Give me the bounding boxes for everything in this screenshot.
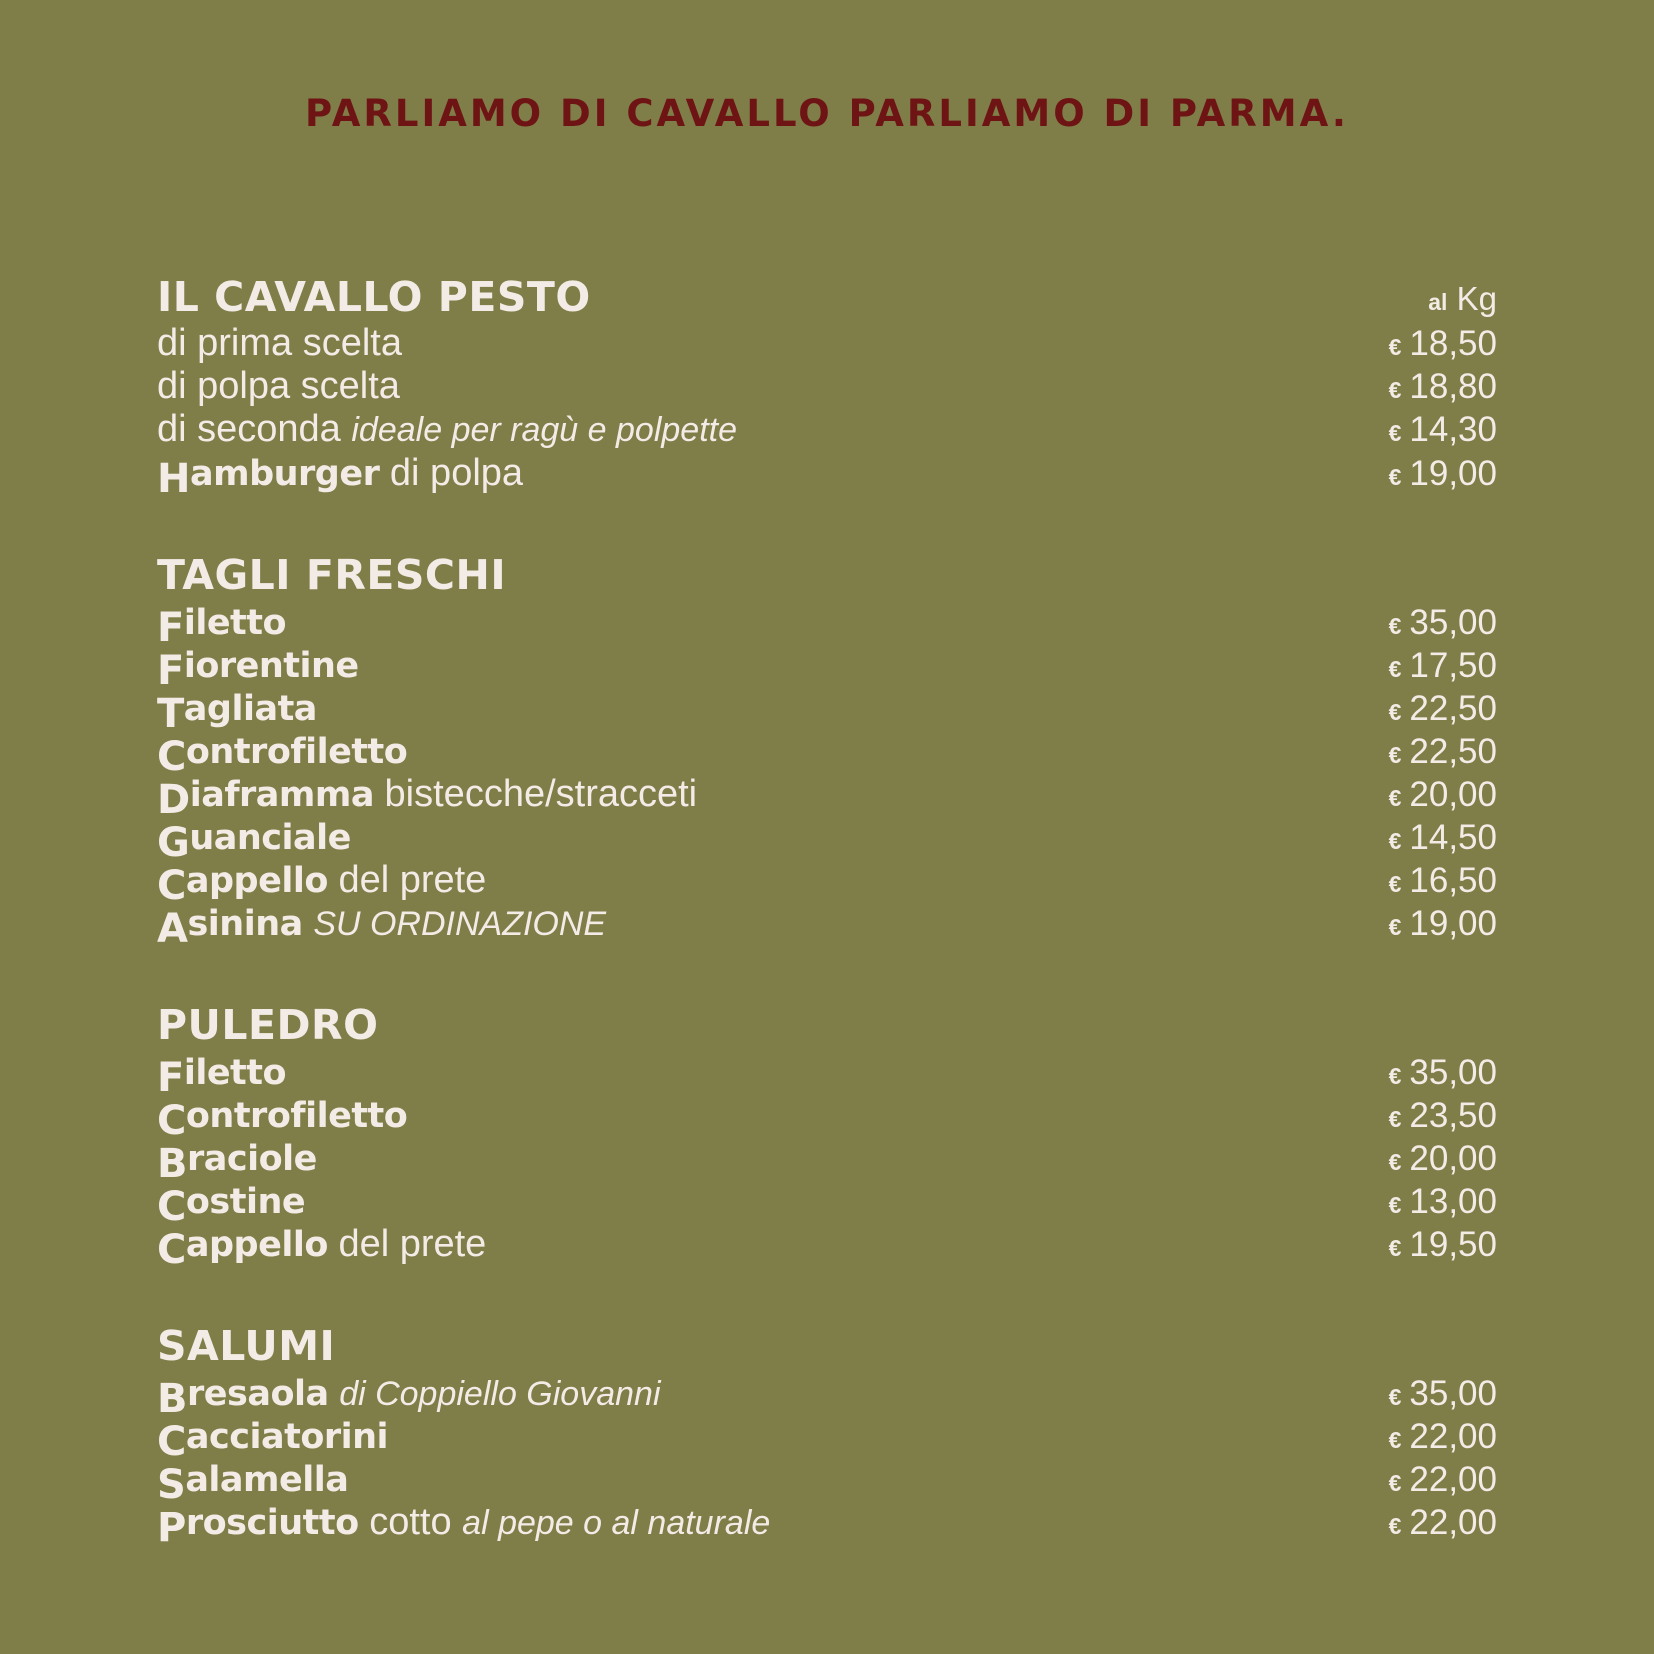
item-price bbox=[1389, 687, 1497, 734]
item-price bbox=[1389, 365, 1497, 412]
item-name bbox=[157, 1179, 306, 1230]
price-value: 35,00 bbox=[1409, 1053, 1497, 1092]
unit-prefix: al bbox=[1428, 289, 1448, 315]
item-name bbox=[157, 1222, 487, 1273]
item-initial: F bbox=[157, 1055, 184, 1101]
menu-item bbox=[157, 858, 1497, 909]
price-value: 23,50 bbox=[1409, 1096, 1497, 1135]
euro-sign: € bbox=[1388, 785, 1402, 811]
price-value: 22,00 bbox=[1409, 1503, 1497, 1542]
euro-sign: € bbox=[1388, 1513, 1402, 1539]
item-name-bold: iorentine bbox=[183, 646, 359, 686]
menu-item bbox=[157, 901, 1497, 952]
item-initial: H bbox=[157, 456, 190, 502]
section-title: IL CAVALLO PESTO bbox=[157, 273, 591, 321]
item-name bbox=[157, 858, 487, 909]
section-header bbox=[157, 992, 1497, 1050]
price-value: 20,00 bbox=[1409, 1139, 1497, 1178]
item-price bbox=[1389, 1223, 1497, 1270]
item-price bbox=[1389, 408, 1497, 455]
price-value: 16,50 bbox=[1409, 861, 1497, 900]
price-value: 19,50 bbox=[1409, 1225, 1497, 1264]
item-name-bold: rosciutto bbox=[185, 1503, 359, 1543]
price-value: 22,50 bbox=[1409, 732, 1497, 771]
item-initial: A bbox=[157, 906, 188, 952]
euro-sign: € bbox=[1388, 828, 1402, 854]
item-detail: di prima scelta bbox=[157, 322, 402, 364]
price-value: 14,30 bbox=[1409, 410, 1497, 449]
item-price bbox=[1389, 1415, 1497, 1462]
item-price bbox=[1389, 452, 1497, 499]
item-price bbox=[1389, 859, 1497, 906]
page-headline: PARLIAMO DI CAVALLO PARLIAMO DI PARMA. bbox=[305, 92, 1349, 135]
menu-item bbox=[157, 322, 1497, 365]
item-name-bold: amburger bbox=[189, 454, 380, 494]
price-value: 17,50 bbox=[1409, 646, 1497, 685]
item-name-bold: iaframma bbox=[189, 775, 374, 815]
item-initial: C bbox=[157, 1184, 186, 1230]
item-name-bold: ontrofiletto bbox=[185, 732, 408, 772]
price-value: 13,00 bbox=[1409, 1182, 1497, 1221]
item-detail: cotto bbox=[369, 1501, 452, 1543]
price-list bbox=[157, 264, 1497, 1591]
item-name-bold: ontrofiletto bbox=[185, 1096, 408, 1136]
item-name-bold: uanciale bbox=[189, 818, 351, 858]
section-header bbox=[157, 1313, 1497, 1371]
item-price bbox=[1389, 1458, 1497, 1505]
euro-sign: € bbox=[1388, 699, 1402, 725]
price-value: 22,00 bbox=[1409, 1417, 1497, 1456]
menu-section bbox=[157, 542, 1497, 952]
item-name bbox=[157, 772, 698, 823]
menu-item bbox=[157, 729, 1497, 780]
euro-sign: € bbox=[1388, 1063, 1402, 1089]
item-detail: di polpa scelta bbox=[157, 365, 400, 407]
item-name bbox=[157, 1500, 771, 1551]
menu-item bbox=[157, 600, 1497, 651]
item-detail: del prete bbox=[338, 1223, 487, 1265]
euro-sign: € bbox=[1388, 334, 1402, 360]
item-note: al pepe o al naturale bbox=[462, 1504, 771, 1542]
item-name bbox=[157, 643, 359, 694]
item-detail: del prete bbox=[338, 859, 487, 901]
item-initial: C bbox=[157, 863, 186, 909]
item-price bbox=[1389, 1180, 1497, 1227]
euro-sign: € bbox=[1388, 1235, 1402, 1261]
item-price bbox=[1389, 1501, 1497, 1548]
item-name bbox=[157, 322, 402, 365]
euro-sign: € bbox=[1388, 613, 1402, 639]
menu-item bbox=[157, 365, 1497, 408]
item-name bbox=[157, 365, 400, 408]
menu-item bbox=[157, 815, 1497, 866]
menu-item bbox=[157, 1414, 1497, 1465]
item-name bbox=[157, 1050, 287, 1101]
unit-label bbox=[1428, 279, 1497, 322]
section-title: PULEDRO bbox=[157, 1001, 379, 1049]
item-price bbox=[1389, 1051, 1497, 1098]
price-value: 18,50 bbox=[1409, 324, 1497, 363]
item-note: ideale per ragù e polpette bbox=[351, 411, 737, 449]
item-price bbox=[1389, 902, 1497, 949]
euro-sign: € bbox=[1388, 420, 1402, 446]
item-initial: P bbox=[157, 1505, 186, 1551]
item-name-bold: iletto bbox=[183, 603, 287, 643]
item-name-bold: alamella bbox=[185, 1460, 349, 1500]
item-name-bold: acciatorini bbox=[185, 1417, 389, 1457]
item-name-bold: appello bbox=[185, 1225, 328, 1265]
menu-item bbox=[157, 772, 1497, 823]
item-price bbox=[1389, 773, 1497, 820]
item-initial: F bbox=[157, 605, 184, 651]
unit-name: Kg bbox=[1456, 280, 1497, 317]
item-initial: C bbox=[157, 1227, 186, 1273]
menu-item bbox=[157, 643, 1497, 694]
price-value: 22,00 bbox=[1409, 1460, 1497, 1499]
item-price bbox=[1389, 644, 1497, 691]
menu-item bbox=[157, 1457, 1497, 1508]
item-name bbox=[157, 729, 408, 780]
item-name-bold: iletto bbox=[183, 1053, 287, 1093]
item-initial: S bbox=[157, 1462, 186, 1508]
euro-sign: € bbox=[1388, 1427, 1402, 1453]
euro-sign: € bbox=[1388, 377, 1402, 403]
menu-section bbox=[157, 1313, 1497, 1551]
item-detail: di seconda bbox=[157, 408, 341, 450]
item-price bbox=[1389, 730, 1497, 777]
price-value: 20,00 bbox=[1409, 775, 1497, 814]
euro-sign: € bbox=[1388, 871, 1402, 897]
item-name bbox=[157, 1371, 661, 1422]
item-name bbox=[157, 1136, 317, 1187]
item-initial: B bbox=[157, 1141, 187, 1187]
euro-sign: € bbox=[1388, 1106, 1402, 1132]
item-name bbox=[157, 686, 317, 737]
menu-item bbox=[157, 1179, 1497, 1230]
price-value: 18,80 bbox=[1409, 367, 1497, 406]
menu-item bbox=[157, 408, 1497, 451]
item-name bbox=[157, 1093, 408, 1144]
price-value: 19,00 bbox=[1409, 454, 1497, 493]
menu-item bbox=[157, 1500, 1497, 1551]
item-initial: C bbox=[157, 1098, 186, 1144]
item-name bbox=[157, 451, 524, 502]
section-header bbox=[157, 542, 1497, 600]
item-price bbox=[1389, 1137, 1497, 1184]
section-title: SALUMI bbox=[157, 1322, 336, 1370]
item-initial: F bbox=[157, 648, 184, 694]
menu-item bbox=[157, 451, 1497, 502]
item-note: di Coppiello Giovanni bbox=[339, 1375, 661, 1413]
item-price bbox=[1389, 601, 1497, 648]
euro-sign: € bbox=[1388, 1470, 1402, 1496]
price-value: 35,00 bbox=[1409, 1374, 1497, 1413]
item-initial: C bbox=[157, 1419, 186, 1465]
section-title: TAGLI FRESCHI bbox=[157, 551, 507, 599]
price-value: 22,50 bbox=[1409, 689, 1497, 728]
item-initial: D bbox=[157, 777, 190, 823]
item-name bbox=[157, 1414, 389, 1465]
item-name-bold: agliata bbox=[183, 689, 317, 729]
item-price bbox=[1389, 1372, 1497, 1419]
euro-sign: € bbox=[1388, 1384, 1402, 1410]
price-value: 35,00 bbox=[1409, 603, 1497, 642]
item-detail: bistecche/stracceti bbox=[384, 773, 698, 815]
euro-sign: € bbox=[1388, 1149, 1402, 1175]
item-note: SU ORDINAZIONE bbox=[313, 905, 607, 943]
item-price bbox=[1389, 1094, 1497, 1141]
item-name-bold: ostine bbox=[185, 1182, 306, 1222]
item-price bbox=[1389, 322, 1497, 369]
item-initial: C bbox=[157, 734, 186, 780]
item-name bbox=[157, 901, 607, 952]
item-name-bold: raciole bbox=[187, 1139, 317, 1179]
item-initial: T bbox=[157, 691, 184, 737]
item-name-bold: appello bbox=[185, 861, 328, 901]
menu-item bbox=[157, 1093, 1497, 1144]
item-initial: G bbox=[157, 820, 190, 866]
euro-sign: € bbox=[1388, 914, 1402, 940]
section-header bbox=[157, 264, 1497, 322]
item-name-bold: sinina bbox=[187, 904, 303, 944]
menu-item bbox=[157, 1050, 1497, 1101]
menu-section bbox=[157, 992, 1497, 1273]
item-detail: di polpa bbox=[389, 452, 524, 494]
menu-item bbox=[157, 1371, 1497, 1422]
euro-sign: € bbox=[1388, 464, 1402, 490]
item-initial: B bbox=[157, 1376, 187, 1422]
item-name bbox=[157, 815, 351, 866]
price-value: 19,00 bbox=[1409, 904, 1497, 943]
menu-item bbox=[157, 686, 1497, 737]
item-name bbox=[157, 600, 287, 651]
euro-sign: € bbox=[1388, 656, 1402, 682]
menu-section bbox=[157, 264, 1497, 502]
item-name bbox=[157, 408, 737, 452]
item-price bbox=[1389, 816, 1497, 863]
item-name-bold: resaola bbox=[187, 1374, 329, 1414]
euro-sign: € bbox=[1388, 1192, 1402, 1218]
price-value: 14,50 bbox=[1409, 818, 1497, 857]
euro-sign: € bbox=[1388, 742, 1402, 768]
menu-item bbox=[157, 1222, 1497, 1273]
menu-item bbox=[157, 1136, 1497, 1187]
